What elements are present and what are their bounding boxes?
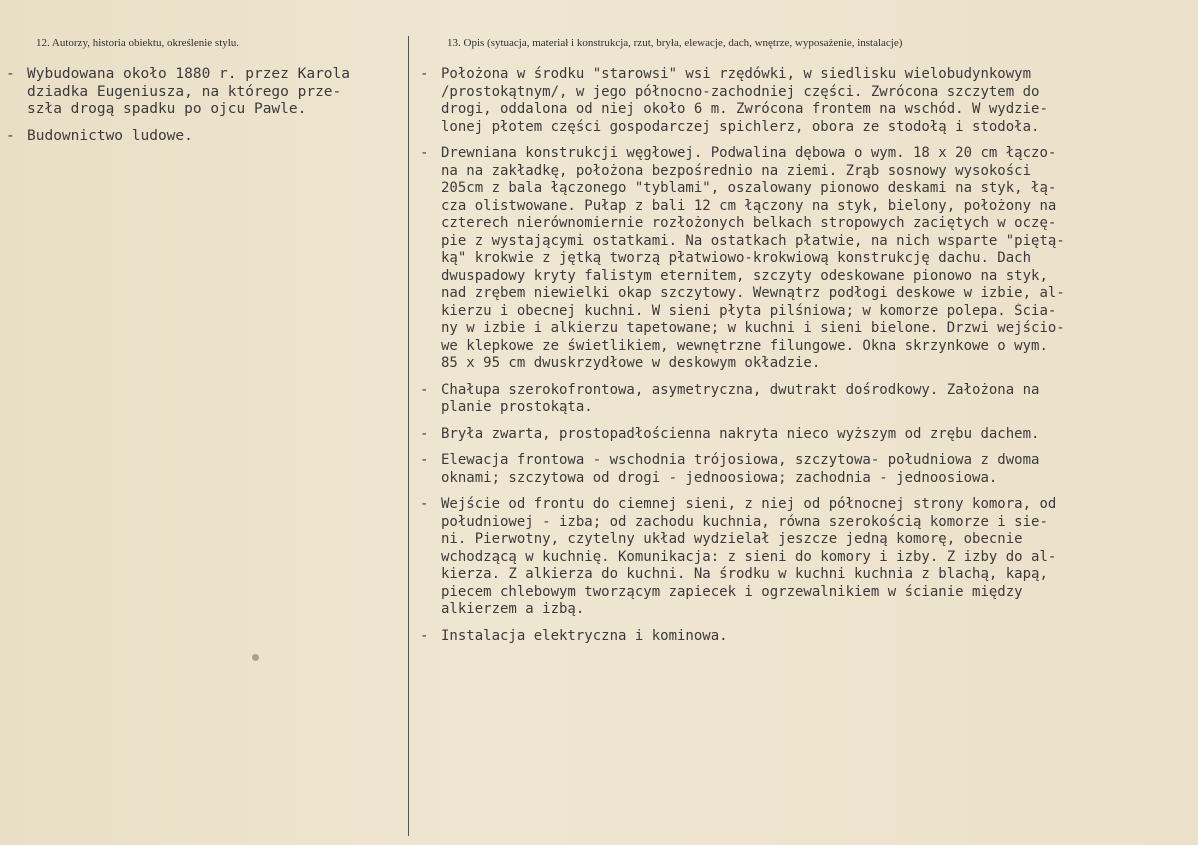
text-line: wchodzącą w kuchnię. Komunikacja: z sieni do komory i izby. Z izby do al-: [441, 548, 1057, 565]
text-line: we klepkowe ze świetlikiem, wewnętrzne filungowe. Okna skrzynkowe o wym.: [441, 337, 1048, 354]
history-item: [6, 128, 406, 146]
history-item: [6, 66, 406, 119]
description-item: [420, 66, 1196, 136]
text-line: alkierzem a izbą.: [441, 601, 585, 617]
item-text: [27, 128, 406, 146]
history-column: [6, 66, 406, 154]
left-column-header: 12. Autorzy, historia obiektu, określenie stylu.: [36, 37, 240, 49]
item-text: [27, 66, 406, 119]
text-line: drogi, oddalona od niej około 6 m. Zwrócona frontem na wschód. W wydzie-: [441, 101, 1048, 117]
bullet-dash: -: [420, 66, 429, 82]
item-text: [441, 628, 1196, 646]
text-line: Wejście od frontu do ciemnej sieni, z niej od północnej strony komora, od: [441, 496, 1057, 512]
text-line: 85 x 95 cm dwuskrzydłowe w deskowym okładzie.: [441, 355, 821, 371]
text-line: ny w izbie i alkierzu tapetowane; w kuchni i sieni bielone. Drzwi wejścio-: [441, 320, 1065, 336]
text-line: ni. Pierwotny, czytelny układ wydzielał jeszcze jedną komorę, obecnie: [441, 531, 1023, 547]
item-text: [441, 496, 1196, 619]
bullet-dash: -: [420, 381, 429, 398]
text-line: czterech nierównomiernie rozłożonych belkach stropowych zaciętych w oczę-: [441, 215, 1057, 231]
column-divider: [408, 36, 409, 836]
text-line: 205cm z bala łączonego "tyblami", oszalowany pionowo deskami na styk, łą-: [441, 180, 1057, 196]
text-line: Budownictwo ludowe.: [27, 127, 193, 144]
text-line: dziadka Eugeniusza, na którego prze-: [27, 83, 342, 100]
right-column-header: 13. Opis (sytuacja, materiał i konstrukcja, rzut, bryła, elewacje, dach, wnętrze, wyposażenie, instalacje): [447, 37, 903, 49]
item-text: [441, 452, 1196, 487]
text-line: Elewacja frontowa - wschodnia trójosiowa, szczytowa- południowa z dwoma: [441, 452, 1040, 468]
text-line: południowej - izba; od zachodu kuchnia, równa szerokością komorze i sie-: [441, 513, 1048, 530]
text-line: Chałupa szerokofrontowa, asymetryczna, dwutrakt dośrodkowy. Założona na: [441, 381, 1040, 398]
text-line: piecem chlebowym tworzącym zapiecek i ogrzewalnikiem w ścianie między: [441, 583, 1023, 600]
bullet-dash: -: [420, 425, 429, 442]
text-line: pie z wystającymi ostatkami. Na ostatkach płatwie, na nich wsparte "piętą-: [441, 232, 1065, 249]
text-line: planie prostokąta.: [441, 399, 593, 415]
bullet-dash: -: [6, 127, 15, 144]
item-text: [441, 382, 1196, 417]
text-line: Bryła zwarta, prostopadłościenna nakryta nieco wyższym od zrębu dachem.: [441, 425, 1040, 442]
paper-spot: [252, 654, 259, 661]
text-line: na na zakładkę, położona bezpośrednio na ziemi. Zrąb sosnowy wysokości: [441, 162, 1032, 179]
bullet-dash: -: [420, 452, 429, 468]
description-item: [420, 496, 1196, 619]
text-line: /prostokątnym/, w jego północno-zachodniej części. Zwrócona szczytem do: [441, 83, 1040, 100]
bullet-dash: -: [6, 66, 15, 82]
description-item: [420, 452, 1196, 487]
bullet-dash: -: [420, 496, 429, 512]
description-item: [420, 382, 1196, 417]
text-line: kierza. Z alkierza do kuchni. Na środku w kuchni kuchnia z blachą, kapą,: [441, 566, 1048, 582]
description-item: [420, 145, 1196, 373]
item-text: [441, 426, 1196, 444]
text-line: nad zrębem niewielki okap szczytowy. Wewnątrz podłogi deskowe w izbie, al-: [441, 285, 1065, 301]
bullet-dash: -: [420, 145, 429, 161]
bullet-dash: -: [420, 627, 429, 644]
text-line: Wybudowana około 1880 r. przez Karola: [27, 66, 351, 82]
text-line: oknami; szczytowa od drogi - jednoosiowa; zachodnia - jednoosiowa.: [441, 469, 998, 486]
text-line: szła drogą spadku po ojcu Pawle.: [27, 101, 307, 117]
item-text: [441, 145, 1196, 373]
text-line: Instalacja elektryczna i kominowa.: [441, 627, 728, 644]
text-line: lonej płotem części gospodarczej spichlerz, obora ze stodołą i stodoła.: [441, 118, 1040, 135]
item-text: [441, 66, 1196, 136]
text-line: ką" krokwie z jętką tworzą płatwiowo-krokwiową konstrukcję dachu. Dach: [441, 250, 1032, 266]
description-column: [420, 66, 1196, 654]
text-line: kierzu i obecnej kuchni. W sieni płyta pilśniowa; w komorze polepa. Ścia-: [441, 302, 1057, 319]
description-item: [420, 426, 1196, 444]
text-line: cza olistwowane. Pułap z bali 12 cm łączony na styk, bielony, położony na: [441, 197, 1057, 214]
text-line: Drewniana konstrukcji węgłowej. Podwalina dębowa o wym. 18 x 20 cm łączo-: [441, 145, 1057, 161]
text-line: dwuspadowy kryty falistym eternitem, szczyty odeskowane pionowo na styk,: [441, 267, 1048, 284]
text-line: Położona w środku "starowsi" wsi rzędówki, w siedlisku wielobudynkowym: [441, 66, 1032, 82]
description-item: [420, 628, 1196, 646]
